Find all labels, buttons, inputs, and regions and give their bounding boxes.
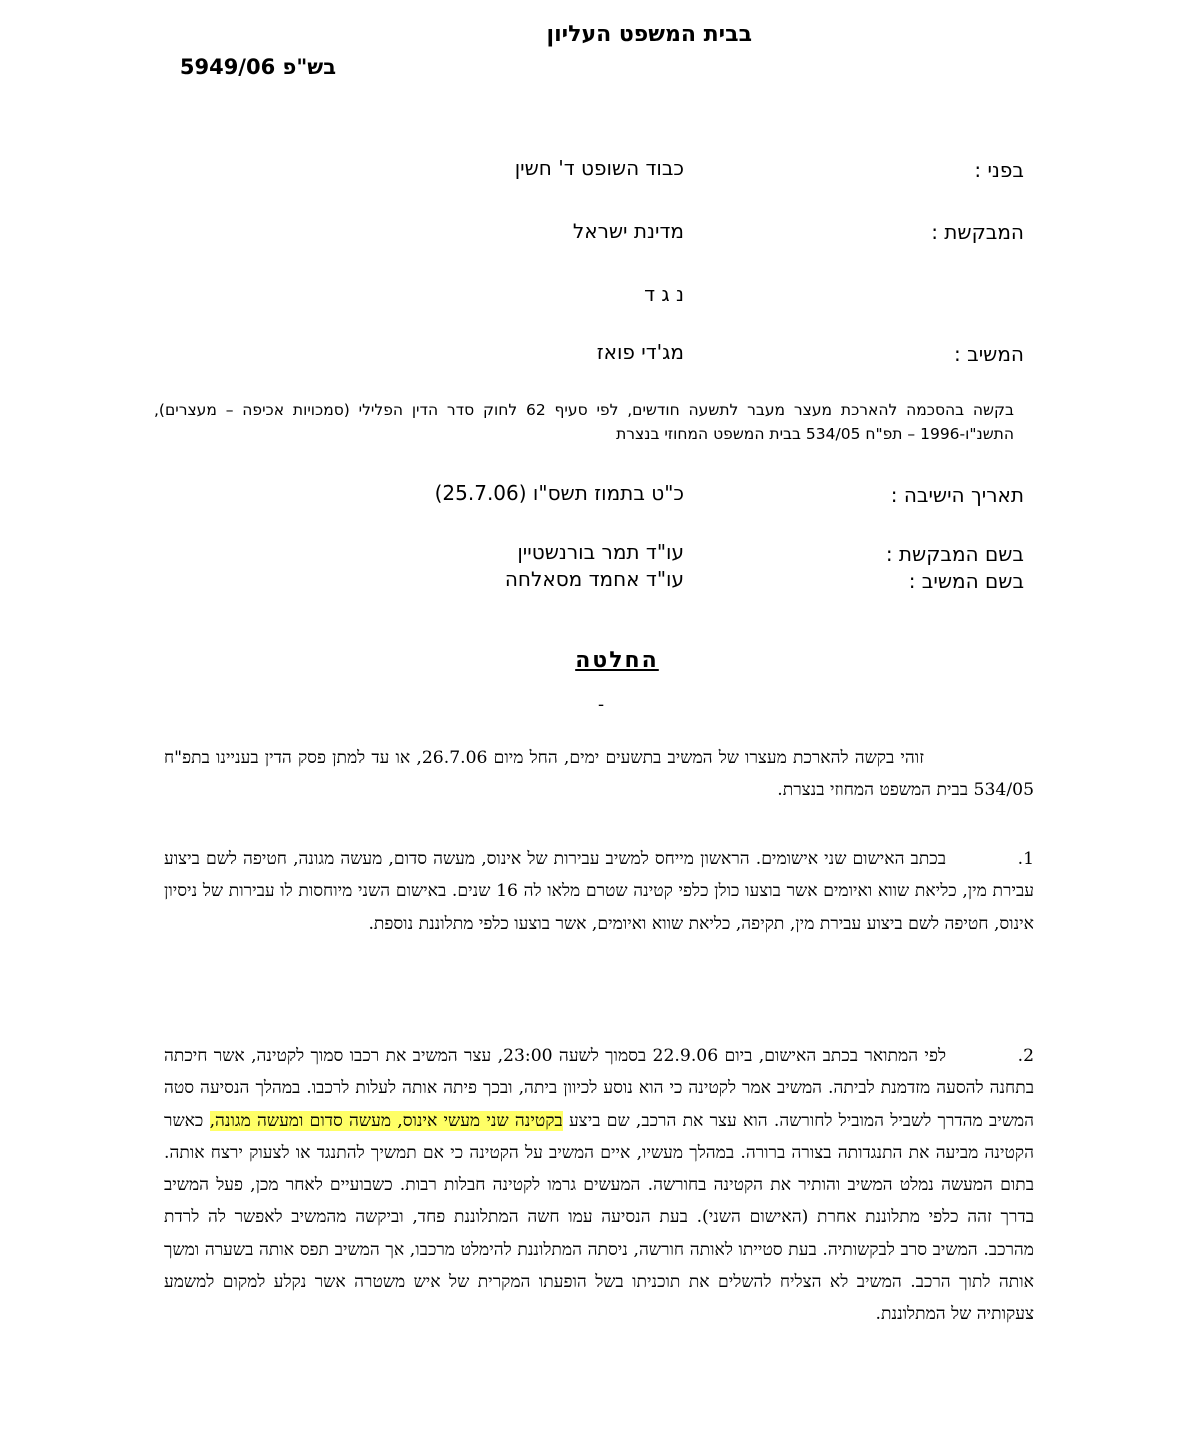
- hearing-date: כ"ט בתמוז תשס"ו (25.7.06): [434, 481, 684, 505]
- before-label: בפני :: [974, 158, 1024, 182]
- paragraph-2: [164, 1040, 1034, 1331]
- court-title: בבית המשפט העליון: [546, 22, 752, 47]
- decision-heading: [0, 648, 1182, 673]
- judge-name: כבוד השופט ד' חשין: [514, 156, 684, 180]
- applicant-label: המבקשת :: [931, 220, 1024, 244]
- intro-paragraph: זוהי בקשה להארכת מעצרו של המשיב בתשעים ימים, החל מיום 26.7.06, או עד למתן פסק הדין בעניינו בתפ"ח 534/05 בבית המשפט המחוזי בנצרת.: [164, 748, 1034, 801]
- decision-title: החלטה: [575, 648, 659, 673]
- hearing-date-label: תאריך הישיבה :: [890, 483, 1024, 507]
- request-description: בקשה בהסכמה להארכת מעצר מעבר לתשעה חודשים, לפי סעיף 62 לחוק סדר הדין הפלילי (סמכויות אכיפה – מעצרים), התשנ"ו-1996 – תפ"ח 534/05 בבית המשפט המחוזי בנצרת: [154, 401, 1014, 443]
- respondent-label: המשיב :: [954, 342, 1024, 366]
- versus-text: נ ג ד: [644, 282, 684, 306]
- highlighted-text: בקטינה שני מעשי אינוס, מעשה סדום ומעשה מגונה,: [209, 1110, 563, 1131]
- decision-dash: -: [597, 694, 605, 715]
- paragraph-1: [164, 843, 1034, 940]
- respondent-name: מג'די פואז: [596, 340, 684, 364]
- applicant-counsel: עו"ד תמר בורנשטיין: [517, 540, 684, 564]
- respondent-counsel: עו"ד אחמד מסאלחה: [504, 567, 684, 591]
- applicant-name: מדינת ישראל: [572, 219, 684, 243]
- respondent-counsel-label: בשם המשיב :: [908, 569, 1024, 593]
- paragraph-1-number: 1.: [1017, 849, 1034, 869]
- paragraph-1-text: בכתב האישום שני אישומים. הראשון מייחס למשיב עבירות של אינוס, מעשה סדום, מעשה מגונה, חטיפה לשם ביצוע עבירת מין, כליאת שווא ואיומים אשר בוצעו כולן כלפי קטינה שטרם מלאו לה 16 שנים. באישום השני מיוחסות לו עבירות של ניסיון אינוס, חטיפה לשם ביצוע עבירת מין, תקיפה, כליאת שווא ואיומים, אשר בוצעו כלפי מתלוננת נוספת.: [164, 849, 1034, 934]
- case-number: בש"פ 5949/06: [179, 55, 336, 79]
- paragraph-2-number: 2.: [1017, 1046, 1034, 1066]
- paragraph-2-text-start: לפי המתואר בכתב האישום, ביום 22.9.06 בסמוך לשעה 23:00, עצר המשיב את רכבו סמוך לקטינה, אשר חיכתה בתחנה להסעה מזדמנת לביתה. המשיב אמר לקטינה כי הוא נוסע לכיוון ביתה, ובכך פיתה אותה לעלות לרכבו. במהלך הנסיעה סטה המשיב מהדרך לשביל המוביל לחורשה. הוא עצר את הרכב, שם ביצע: [164, 1046, 1034, 1131]
- applicant-counsel-label: בשם המבקשת :: [885, 542, 1024, 566]
- paragraph-2-text-end: כאשר הקטינה מביעה את התנגדותה בצורה ברורה. במהלך מעשיו, איים המשיב על הקטינה כי אם תמשיך להתנגד או לצעוק ירצח אותה. בתום המעשה נמלט המשיב והותיר את הקטינה בחורשה. המעשים גרמו לקטינה חבלות רבות. כשבועיים לאחר מכן, פעל המשיב בדרך זהה כלפי מתלוננת אחרת (האישום השני). בעת הנסיעה עמו חשה המתלוננת פחד, וביקשה מהמשיב לאפשר לה לרדת מהרכב. המשיב סרב לבקשותיה. בעת סטייתו לאותה חורשה, ניסתה המתלוננת להימלט מרכבו, אך המשיב תפס אותה בשערה ומשך אותה לתוך הרכב. המשיב לא הצליח להשלים את תוכניתו בשל הופעתו המקרית של איש משטרה אשר נקלע למקום למשמע צעקותיה של המתלוננת.: [164, 1110, 1034, 1325]
